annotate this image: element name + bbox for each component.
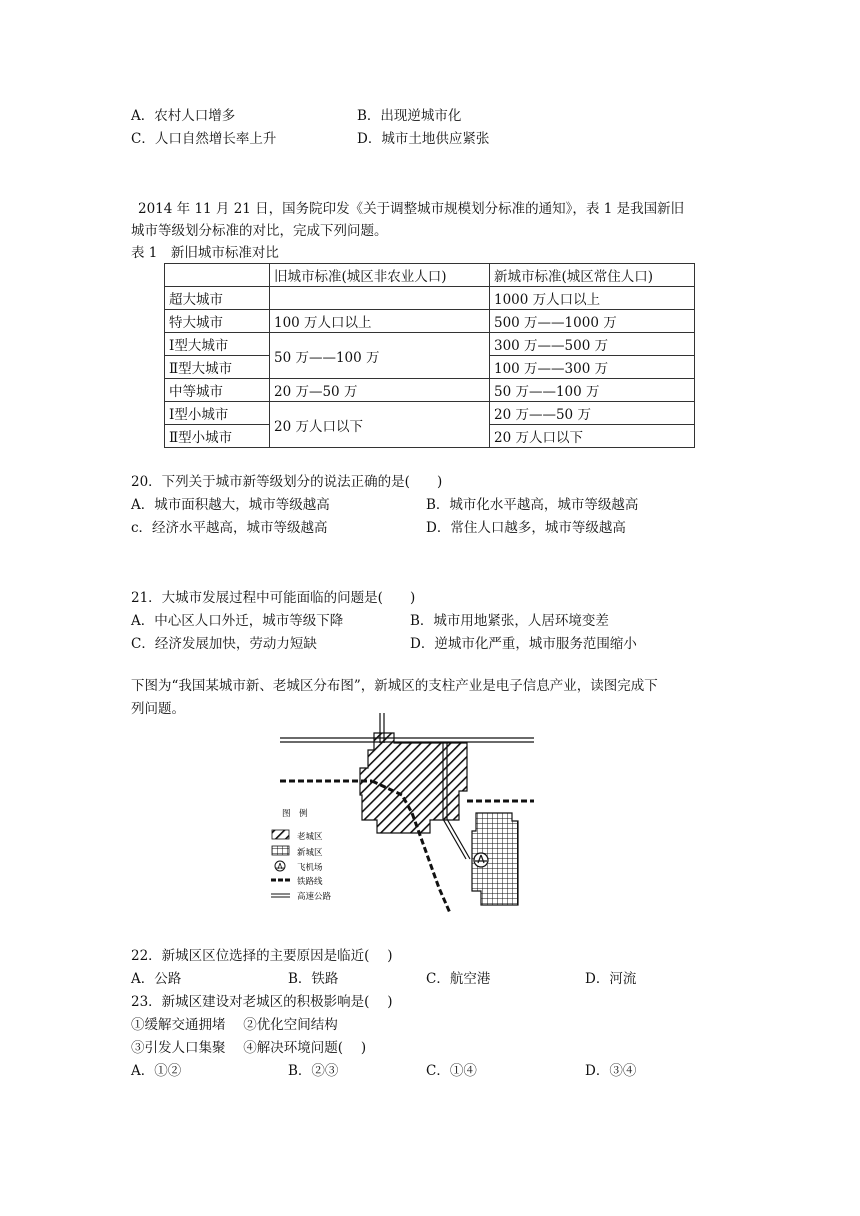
q21-option-a: A．中心区人口外迁，城市等级下降	[131, 613, 344, 629]
q21-stem: 21．大城市发展过程中可能面临的问题是( )	[131, 590, 416, 606]
q23-statement-2: ③引发人口集聚 ④解决环境问题( )	[131, 1040, 367, 1056]
legend-title: 图 例	[282, 809, 308, 819]
q22-option-d: D．河流	[585, 971, 637, 987]
city-district-map	[262, 713, 552, 916]
airport-icon	[474, 853, 488, 867]
table-header-row	[165, 264, 695, 287]
legend-new-city-label: 新城区	[297, 848, 323, 858]
legend-old-city-label: 老城区	[297, 832, 323, 842]
q21-option-b: B．城市用地紧张，人居环境变差	[410, 613, 609, 629]
q22-option-b: B．铁路	[288, 971, 339, 987]
legend-airport-label: 飞机场	[297, 863, 323, 873]
table-row	[165, 379, 695, 402]
row-name: Ⅱ型大城市	[165, 356, 270, 379]
legend-railway-label: 铁路线	[297, 877, 323, 887]
q22-option-a: A．公路	[131, 971, 182, 987]
table-header-blank	[165, 264, 270, 287]
q23-option-b: B．②③	[288, 1063, 339, 1079]
q21-option-d: D．逆城市化严重，城市服务范围缩小	[410, 636, 637, 652]
q19-option-b: B．出现逆城市化	[357, 108, 462, 124]
row-new: 1000 万人口以上	[490, 287, 695, 310]
q20-option-b: B．城市化水平越高，城市等级越高	[426, 497, 639, 513]
q23-option-c: C．①④	[426, 1063, 477, 1079]
intro-map-line2: 列问题。	[131, 701, 185, 717]
table-row	[165, 287, 695, 310]
city-standard-table	[164, 263, 695, 448]
q19-option-d: D．城市土地供应紧张	[357, 131, 490, 147]
q20-option-a: A．城市面积越大，城市等级越高	[131, 497, 330, 513]
q22-stem: 22．新城区区位选择的主要原因是临近( )	[131, 948, 393, 964]
row-name: 中等城市	[165, 379, 270, 402]
row-old: 50 万——100 万	[270, 333, 490, 379]
legend-old-city-swatch	[272, 830, 289, 839]
q22-option-c: C．航空港	[426, 971, 491, 987]
row-old: 20 万—50 万	[270, 379, 490, 402]
table-row	[165, 402, 695, 425]
row-new: 100 万——300 万	[490, 356, 695, 379]
q23-statement-1: ①缓解交通拥堵 ②优化空间结构	[131, 1017, 338, 1033]
intro-standard-line2: 城市等级划分标准的对比，完成下列问题。	[131, 223, 388, 239]
row-name: Ⅱ型小城市	[165, 425, 270, 448]
q20-option-d: D．常住人口越多，城市等级越高	[426, 520, 626, 536]
row-old: 20 万人口以下	[270, 402, 490, 448]
q19-option-a: A．农村人口增多	[131, 108, 236, 124]
q19-option-c: C．人口自然增长率上升	[131, 131, 277, 147]
row-new: 50 万——100 万	[490, 379, 695, 402]
row-old: 100 万人口以上	[270, 310, 490, 333]
q23-option-a: A．①②	[131, 1063, 182, 1079]
row-new: 500 万——1000 万	[490, 310, 695, 333]
row-new: 20 万——50 万	[490, 402, 695, 425]
row-name: Ⅰ型大城市	[165, 333, 270, 356]
row-old	[270, 287, 490, 310]
row-new: 300 万——500 万	[490, 333, 695, 356]
table-header-old: 旧城市标准(城区非农业人口)	[270, 264, 490, 287]
row-name: 超大城市	[165, 287, 270, 310]
legend-highway-label: 高速公路	[297, 892, 332, 902]
intro-standard-line1: 2014 年 11 月 21 日，国务院印发《关于调整城市规模划分标准的通知》，表 1 是我国新旧	[138, 201, 685, 217]
q20-option-c: c．经济水平越高，城市等级越高	[131, 520, 328, 536]
legend-airport-icon	[275, 861, 285, 871]
legend-new-city-swatch	[272, 846, 289, 855]
intro-map-line1: 下图为“我国某城市新、老城区分布图”，新城区的支柱产业是电子信息产业，读图完成下	[131, 678, 658, 694]
q23-stem: 23．新城区建设对老城区的积极影响是( )	[131, 994, 393, 1010]
q21-option-c: C．经济发展加快，劳动力短缺	[131, 636, 317, 652]
q23-option-d: D．③④	[585, 1063, 637, 1079]
row-name: Ⅰ型小城市	[165, 402, 270, 425]
q20-stem: 20．下列关于城市新等级划分的说法正确的是( )	[131, 474, 443, 490]
table-row	[165, 310, 695, 333]
table-row	[165, 333, 695, 356]
table-header-new: 新城市标准(城区常住人口)	[490, 264, 695, 287]
row-name: 特大城市	[165, 310, 270, 333]
table-caption: 表 1 新旧城市标准对比	[131, 245, 279, 261]
row-new: 20 万人口以下	[490, 425, 695, 448]
